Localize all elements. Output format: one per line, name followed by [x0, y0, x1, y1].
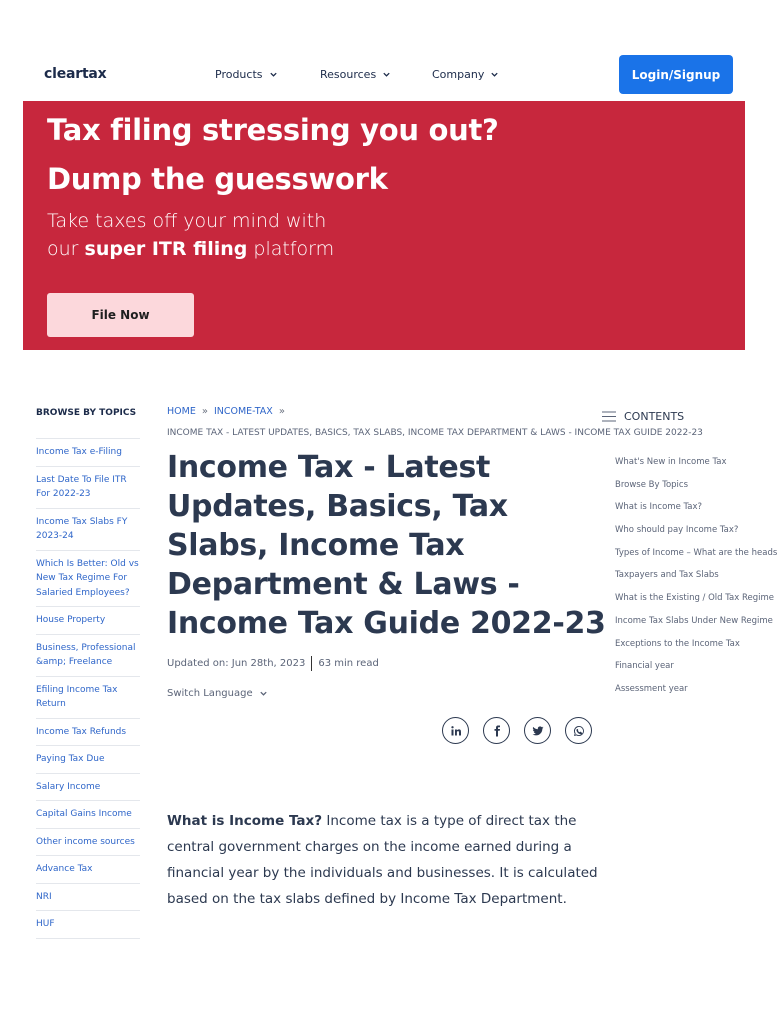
share-linkedin-button[interactable]: [442, 717, 469, 744]
sidebar-item[interactable]: Income Tax e-Filing: [36, 439, 140, 467]
sidebar-item[interactable]: Which Is Better: Old vs New Tax Regime For Salaried Employees?: [36, 551, 140, 608]
page-title: Income Tax - Latest Updates, Basics, Tax Slabs, Income Tax Department & Laws - Income Tax Guide 2022-23: [167, 450, 606, 641]
sidebar-item[interactable]: NRI: [36, 884, 140, 912]
login-signup-button[interactable]: Login/Signup: [619, 55, 733, 94]
switch-language-dropdown[interactable]: [167, 688, 268, 699]
chevron-down-icon: [490, 70, 499, 79]
breadcrumb: [167, 406, 285, 417]
banner-sub-suffix: platform: [247, 238, 335, 260]
share-buttons: [442, 717, 592, 744]
sidebar-item[interactable]: Paying Tax Due: [36, 746, 140, 774]
toc-item[interactable]: What's New in Income Tax: [615, 457, 727, 467]
sidebar-item[interactable]: Salary Income: [36, 774, 140, 802]
banner-headline: Tax filing stressing you out?: [47, 113, 499, 147]
nav-company[interactable]: [432, 68, 499, 81]
whatsapp-icon: [573, 725, 585, 737]
promo-banner: [23, 101, 745, 350]
nav-resources[interactable]: [320, 68, 391, 81]
sidebar-item[interactable]: Income Tax Refunds: [36, 719, 140, 747]
sidebar-item[interactable]: Business, Professional &amp; Freelance: [36, 635, 140, 677]
cleartax-logo[interactable]: cleartax: [44, 66, 107, 82]
toc-item[interactable]: Assessment year: [615, 683, 688, 694]
sidebar-title: BROWSE BY TOPICS: [36, 408, 137, 418]
intro-text: Income tax is a type of direct tax the central government charges on the income earned during a financial year by the individuals and businesses. It is calculated based on the tax slabs defined by Income Tax Department.: [167, 813, 598, 907]
sidebar-item[interactable]: Income Tax Slabs FY 2023-24: [36, 509, 140, 551]
banner-description: [47, 207, 334, 263]
banner-description-line1: Take taxes off your mind with: [47, 210, 327, 232]
switch-language-label: Switch Language: [167, 688, 253, 699]
breadcrumb-current-page: INCOME TAX - LATEST UPDATES, BASICS, TAX SLABS, INCOME TAX DEPARTMENT & LAWS - INCOME TAX GUIDE 2022-23: [167, 428, 703, 438]
nav-products-label: Products: [215, 68, 263, 81]
article-meta: [167, 656, 379, 671]
table-of-contents: [602, 410, 777, 694]
facebook-icon: [491, 725, 503, 737]
double-chevron-right-icon: »: [278, 406, 285, 417]
topics-list: [36, 438, 140, 939]
banner-sub-bold: super ITR filing: [84, 238, 248, 260]
sidebar-item[interactable]: Other income sources: [36, 829, 140, 857]
contents-header[interactable]: [602, 410, 742, 423]
file-now-button[interactable]: File Now: [47, 293, 194, 337]
linkedin-icon: [450, 725, 462, 737]
toc-item[interactable]: What is Income Tax?: [615, 502, 703, 513]
nav-company-label: Company: [432, 68, 485, 81]
sidebar-item[interactable]: HUF: [36, 911, 140, 939]
toc-item[interactable]: Types of Income – What are the heads: [615, 547, 777, 558]
nav-products[interactable]: [215, 68, 278, 81]
read-time: 63 min read: [318, 658, 379, 669]
toc-item[interactable]: Browse By Topics: [615, 479, 689, 490]
intro-question: What is Income Tax?: [167, 813, 323, 829]
toc-item[interactable]: Exceptions to the Income Tax: [615, 638, 740, 649]
share-facebook-button[interactable]: [483, 717, 510, 744]
intro-paragraph: [167, 808, 607, 912]
sidebar-item[interactable]: Advance Tax: [36, 856, 140, 884]
nav-resources-label: Resources: [320, 68, 377, 81]
toc-item[interactable]: Who should pay Income Tax?: [615, 525, 739, 536]
banner-description-line2: [47, 235, 334, 263]
chevron-down-icon: [382, 70, 391, 79]
share-twitter-button[interactable]: [524, 717, 551, 744]
toc-item[interactable]: Financial year: [615, 661, 674, 672]
banner-sub-prefix: our: [47, 238, 85, 260]
contents-list: [615, 456, 777, 706]
banner-subheadline: Dump the guesswork: [47, 162, 388, 196]
toc-item[interactable]: Taxpayers and Tax Slabs: [615, 570, 719, 581]
sidebar-item[interactable]: Last Date To File ITR For 2022-23: [36, 467, 140, 509]
chevron-down-icon: [269, 70, 278, 79]
share-whatsapp-button[interactable]: [565, 717, 592, 744]
updated-date: Updated on: Jun 28th, 2023: [167, 658, 306, 669]
sidebar-item[interactable]: Efiling Income Tax Return: [36, 677, 140, 719]
site-header: [0, 0, 768, 100]
breadcrumb-home[interactable]: HOME: [167, 406, 196, 417]
browse-topics-sidebar: [36, 408, 140, 939]
double-chevron-right-icon: »: [201, 406, 208, 417]
sidebar-item[interactable]: Capital Gains Income: [36, 801, 140, 829]
twitter-icon: [532, 725, 544, 737]
sidebar-item[interactable]: House Property: [36, 607, 140, 635]
contents-heading: CONTENTS: [624, 410, 685, 423]
meta-divider: [311, 656, 312, 671]
breadcrumb-income-tax[interactable]: INCOME-TAX: [213, 406, 273, 417]
toc-item[interactable]: What is the Existing / Old Tax Regime: [615, 593, 775, 604]
menu-lines-icon: [602, 411, 616, 422]
toc-item[interactable]: Income Tax Slabs Under New Regime: [615, 615, 773, 626]
chevron-down-icon: [259, 689, 268, 698]
